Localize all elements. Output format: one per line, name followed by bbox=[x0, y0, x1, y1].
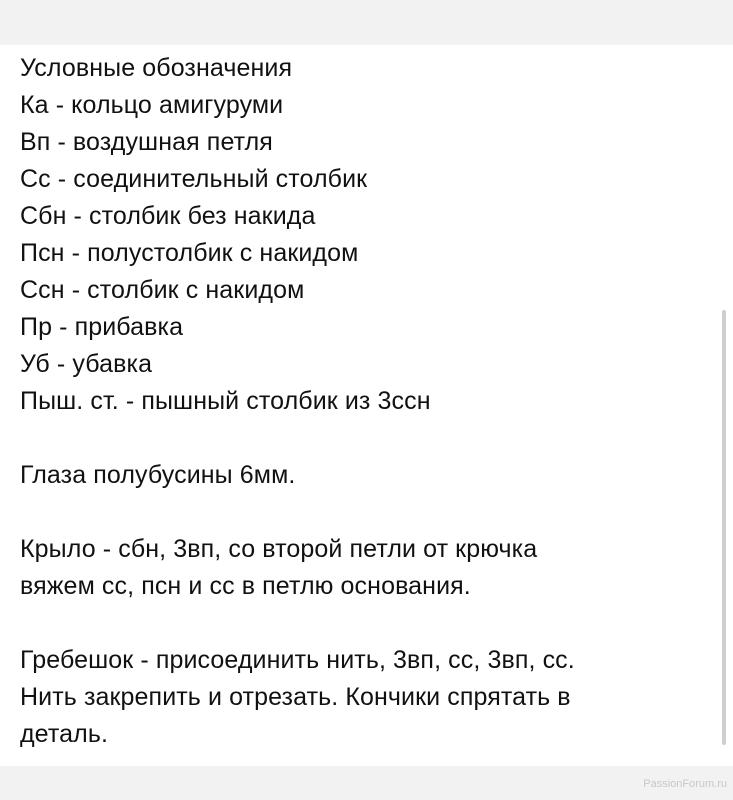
comb-line: Нить закрепить и отрезать. Кончики спрятать в bbox=[20, 683, 571, 711]
comb-line: деталь. bbox=[20, 720, 108, 748]
vertical-scrollbar[interactable] bbox=[722, 310, 726, 745]
watermark: PassionForum.ru bbox=[643, 778, 727, 790]
legend-item: Ка - кольцо амигуруми bbox=[20, 91, 284, 119]
legend-item: Пыш. ст. - пышный столбик из 3ссн bbox=[20, 387, 431, 415]
paragraph-gap bbox=[20, 605, 710, 642]
wing-line: вяжем сс, псн и сс в петлю основания. bbox=[20, 572, 471, 600]
bottom-band bbox=[0, 766, 733, 800]
paragraph-gap bbox=[20, 494, 710, 531]
paragraph-gap bbox=[20, 420, 710, 457]
note-content bbox=[20, 50, 710, 753]
legend-item: Вп - воздушная петля bbox=[20, 128, 273, 156]
legend-item: Пр - прибавка bbox=[20, 313, 184, 341]
legend-item: Уб - убавка bbox=[20, 350, 153, 378]
top-band bbox=[0, 0, 733, 45]
legend-item: Ссн - столбик с накидом bbox=[20, 276, 305, 304]
legend-title: Условные обозначения bbox=[20, 54, 293, 82]
comb-line: Гребешок - присоединить нить, 3вп, сс, 3вп, сс. bbox=[20, 646, 575, 674]
legend-item: Сс - соединительный столбик bbox=[20, 165, 368, 193]
wing-line: Крыло - сбн, 3вп, со второй петли от крючка bbox=[20, 535, 538, 563]
legend-item: Псн - полустолбик с накидом bbox=[20, 239, 359, 267]
legend-item: Сбн - столбик без накида bbox=[20, 202, 316, 230]
eyes-text: Глаза полубусины 6мм. bbox=[20, 461, 296, 489]
